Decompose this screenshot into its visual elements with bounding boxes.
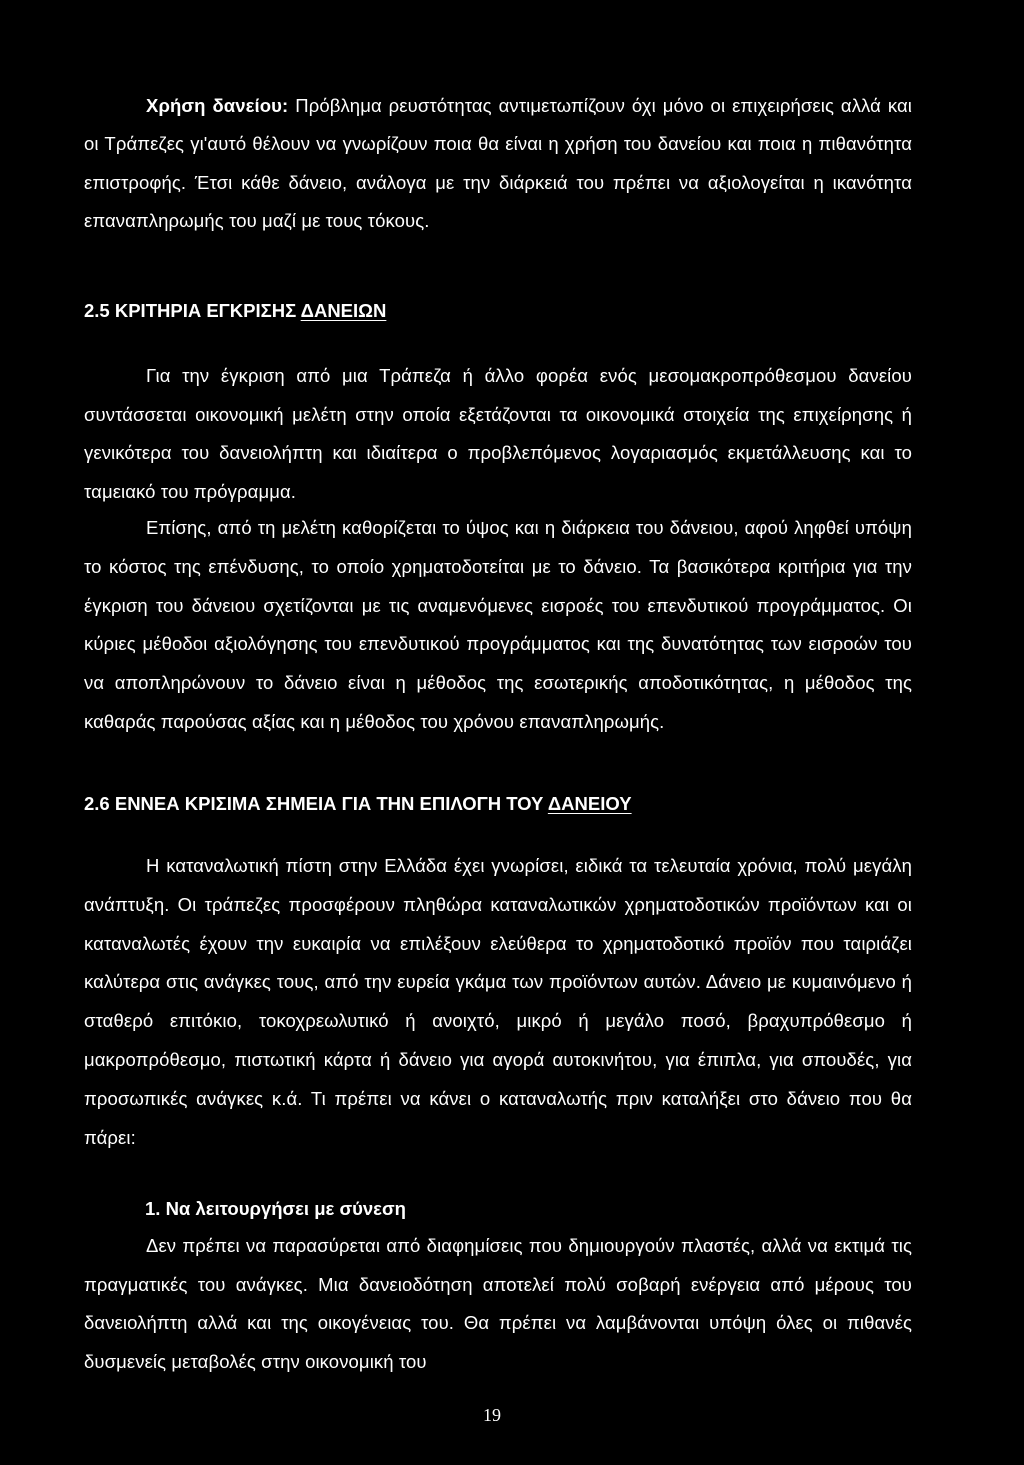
section-2-6-paragraph-1: Η καταναλωτική πίστη στην Ελλάδα έχει γνωρίσει, ειδικά τα τελευταία χρόνια, πολύ μεγάλη ανάπτυξη. Οι τράπεζες προσφέρουν πληθώρα καταναλωτικών χρηματοδοτικών προϊόντων και οι καταναλωτές έχουν την ευκαιρία να επιλέξουν ελεύθερα το χρηματοδοτικό προϊόν που ταιριάζει καλύτερα στις ανάγκες τους, από την ευρεία γκάμα των προϊόντων αυτών. Δάνειο με κυμαινόμενο ή σταθερό επιτόκιο, τοκοχρεωλυτικό ή ανοιχτό, μικρό ή μεγάλο ποσό, βραχυπρόθεσμο ή μακροπρόθεσμο, πιστωτική κάρτα ή δάνειο για αγορά αυτοκινήτου, για έπιπλα, για σπουδές, για προσωπικές ανάγκες κ.ά. Τι πρέπει να κάνει ο καταναλωτής πριν καταλήξει στο δάνειο που θα πάρει: — [84, 855, 912, 1148]
section-2-5-paragraph-2: Επίσης, από τη μελέτη καθορίζεται το ύψος και η διάρκεια του δάνειου, αφού ληφθεί υπόψη το κόστος της επένδυσης, το οποίο χρηματοδοτείται με το δάνειο. Τα βασικότερα κριτήρια για την έγκριση του δάνειου σχετίζονται με τις αναμενόμενες εισροές του επενδυτικού προγράμματος. Οι κύριες μέθοδοι αξιολόγησης του επενδυτικού προγράμματος και της δυνατότητας των εισροών του να αποπληρώνουν το δάνειο είναι η μέθοδος της εσωτερικής αποδοτικότητας, η μέθοδος της καθαράς παρούσας αξίας και η μέθοδος του χρόνου επαναπληρωμής. — [84, 517, 912, 732]
section-2-5-paragraph-1: Για την έγκριση από μια Τράπεζα ή άλλο φορέα ενός μεσομακροπρόθεσμου δανείου συντάσσεται οικονομική μελέτη στην οποία εξετάζονται τα οικονομικά στοιχεία της επιχείρησης ή γενικότερα του δανειολήπτη και ιδιαίτερα ο προβλεπόμενος λογαριασμός εκμετάλλευσης και το ταμειακό του πρόγραμμα. — [84, 365, 912, 502]
section-2-5-heading — [84, 299, 386, 323]
intro-text: Πρόβλημα ρευστότητας αντιμετωπίζουν όχι μόνο οι επιχειρήσεις αλλά και οι Τράπεζες γι'αυτό θέλουν να γνωρίζουν ποια θα είναι η χρήση του δανείου και ποια η πιθανότητα επιστροφής. Έτσι κάθε δάνειο, ανάλογα με την διάρκειά του πρέπει να αξιολογείται η ικανότητα επαναπληρωμής του μαζί με τους τόκους. — [84, 95, 912, 231]
page-number: 19 — [483, 1405, 501, 1425]
section-2-6-heading-underlined: ΔΑΝΕΙΟΥ — [547, 793, 632, 814]
intro-label: Χρήση δανείου: — [146, 95, 289, 116]
item-1-title: 1. Να λειτουργήσει με σύνεση — [145, 1198, 406, 1219]
section-2-6-heading — [84, 792, 632, 816]
section-2-6-heading-lead: 2.6 ΕΝΝΕΑ ΚΡΙΣΙΜΑ ΣΗΜΕΙΑ ΓΙΑ ΤΗΝ ΕΠΙΛΟΓΗ ΤΟΥ — [84, 793, 548, 814]
intro-paragraph — [84, 87, 912, 240]
item-1-text: Δεν πρέπει να παρασύρεται από διαφημίσεις που δημιουργούν πλαστές, αλλά να εκτιμά τις πραγματικές του ανάγκες. Μια δανειοδότηση αποτελεί πολύ σοβαρή ενέργεια από μέρους του δανειολήπτη αλλά και της οικογένειας του. Θα πρέπει να λαμβάνονται υπόψη όλες οι πιθανές δυσμενείς μεταβολές στην οικονομική του — [84, 1235, 912, 1372]
section-2-5-heading-lead: 2.5 ΚΡΙΤΗΡΙΑ ΕΓΚΡΙΣΗΣ — [84, 300, 301, 321]
section-2-5-heading-underlined: ΔΑΝΕΙΩΝ — [300, 300, 387, 321]
